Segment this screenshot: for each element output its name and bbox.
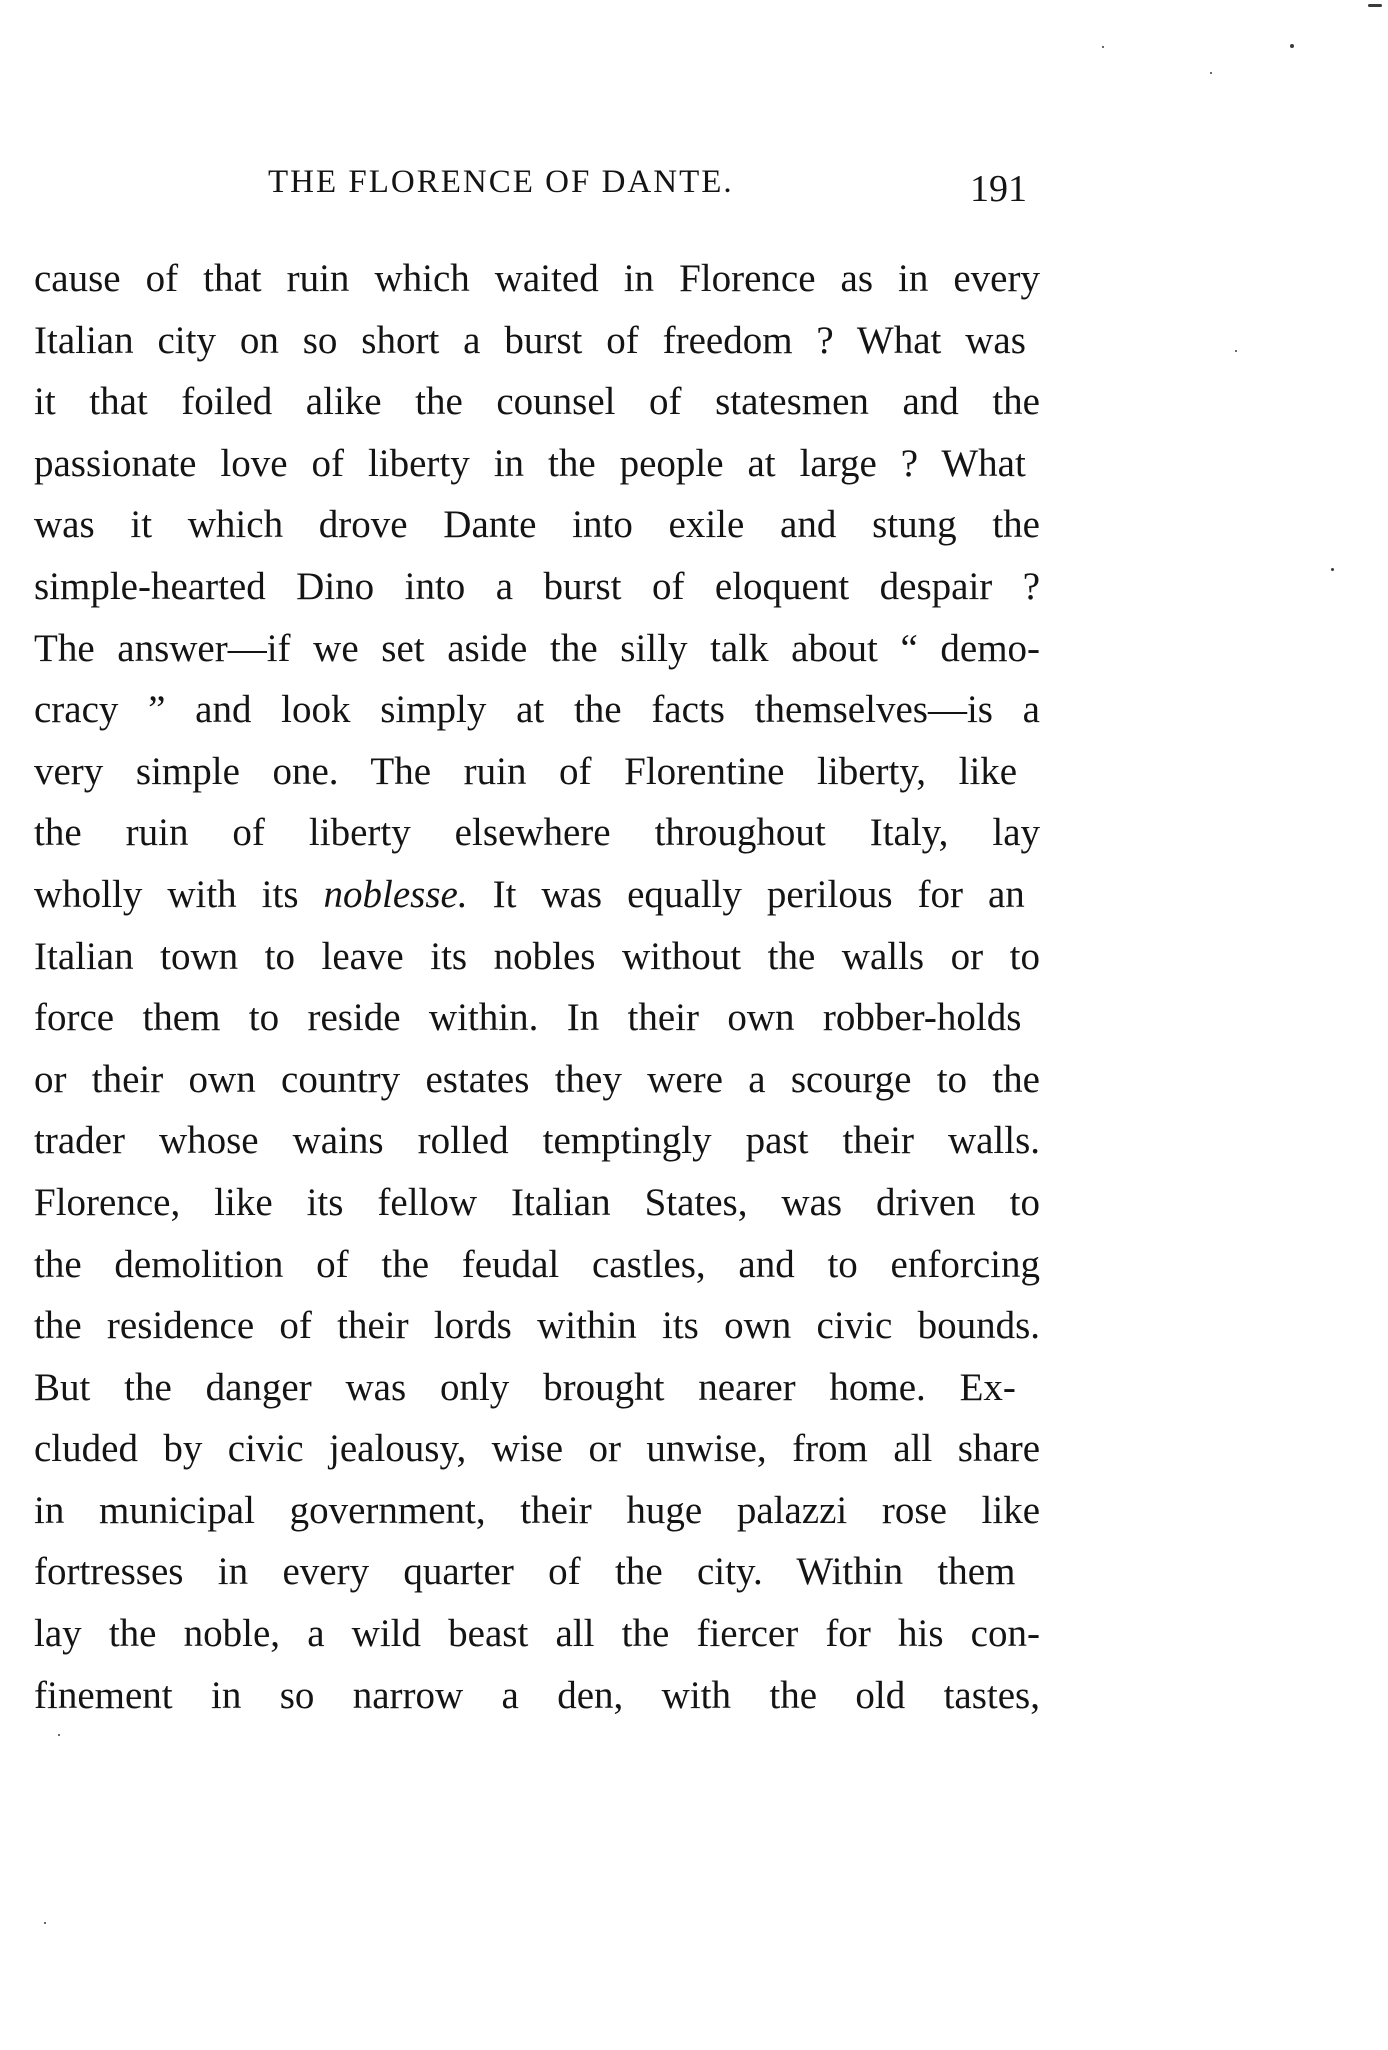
- text-line: passionate love of liberty in the people at large ? What: [34, 441, 1026, 485]
- scan-speck: [1331, 568, 1334, 571]
- page-number: 191: [970, 168, 1027, 210]
- scan-speck: [1210, 72, 1212, 74]
- text-line: But the danger was only brought nearer home. Ex-: [34, 1365, 1016, 1409]
- text-line: the residence of their lords within its own civic bounds.: [34, 1304, 1040, 1348]
- text-line: trader whose wains rolled temptingly past their walls.: [34, 1119, 1041, 1163]
- text-line: simple-hearted Dino into a burst of eloquent despair ?: [34, 564, 1041, 608]
- scan-speck: [44, 1922, 46, 1924]
- text-segment: wholly with its: [34, 872, 299, 916]
- text-line: The answer—if we set aside the silly talk about “ demo-: [34, 626, 1041, 670]
- text-line: force them to reside within. In their own robber-holds: [34, 996, 1022, 1040]
- text-line: Florence, like its fellow Italian States, was driven to: [34, 1180, 1040, 1224]
- body-text: [34, 248, 1040, 1726]
- scan-speck: [1290, 44, 1294, 48]
- text-line: lay the noble, a wild beast all the fiercer for his con-: [34, 1612, 1040, 1656]
- text-line: the demolition of the feudal castles, and to enforcing: [34, 1242, 1040, 1286]
- scan-speck: [1235, 350, 1237, 352]
- text-line: cause of that ruin which waited in Florence as in every: [34, 257, 1040, 300]
- text-line: was it which drove Dante into exile and stung the: [34, 503, 1040, 547]
- scan-speck: [58, 1734, 60, 1736]
- text-line: in municipal government, their huge palazzi rose like: [34, 1488, 1041, 1532]
- text-line: the ruin of liberty elsewhere throughout Italy, lay: [34, 811, 1041, 855]
- scan-speck: [1102, 46, 1104, 48]
- text-line: Italian town to leave its nobles without the walls or to: [34, 934, 1040, 978]
- text-line-with-italic: [34, 864, 1040, 926]
- text-line: cracy ” and look simply at the facts themselves—is a: [34, 688, 1040, 732]
- text-line: or their own country estates they were a scourge to the: [34, 1057, 1040, 1101]
- scan-speck: [1368, 4, 1382, 7]
- text-line: cluded by civic jealousy, wise or unwise, from all share: [34, 1427, 1040, 1471]
- text-segment: It was equally perilous for an: [492, 872, 1025, 916]
- text-line: it that foiled alike the counsel of statesmen and the: [34, 380, 1040, 424]
- text-line: fortresses in every quarter of the city. Within them: [34, 1550, 1016, 1594]
- text-line: Italian city on so short a burst of freedom ? What was: [34, 318, 1026, 362]
- running-title: THE FLORENCE OF DANTE.: [268, 164, 734, 200]
- text-line: finement in so narrow a den, with the old tastes,: [34, 1673, 1040, 1717]
- text-line: very simple one. The ruin of Florentine liberty, like: [34, 749, 1018, 793]
- italic-word: noblesse.: [323, 872, 468, 916]
